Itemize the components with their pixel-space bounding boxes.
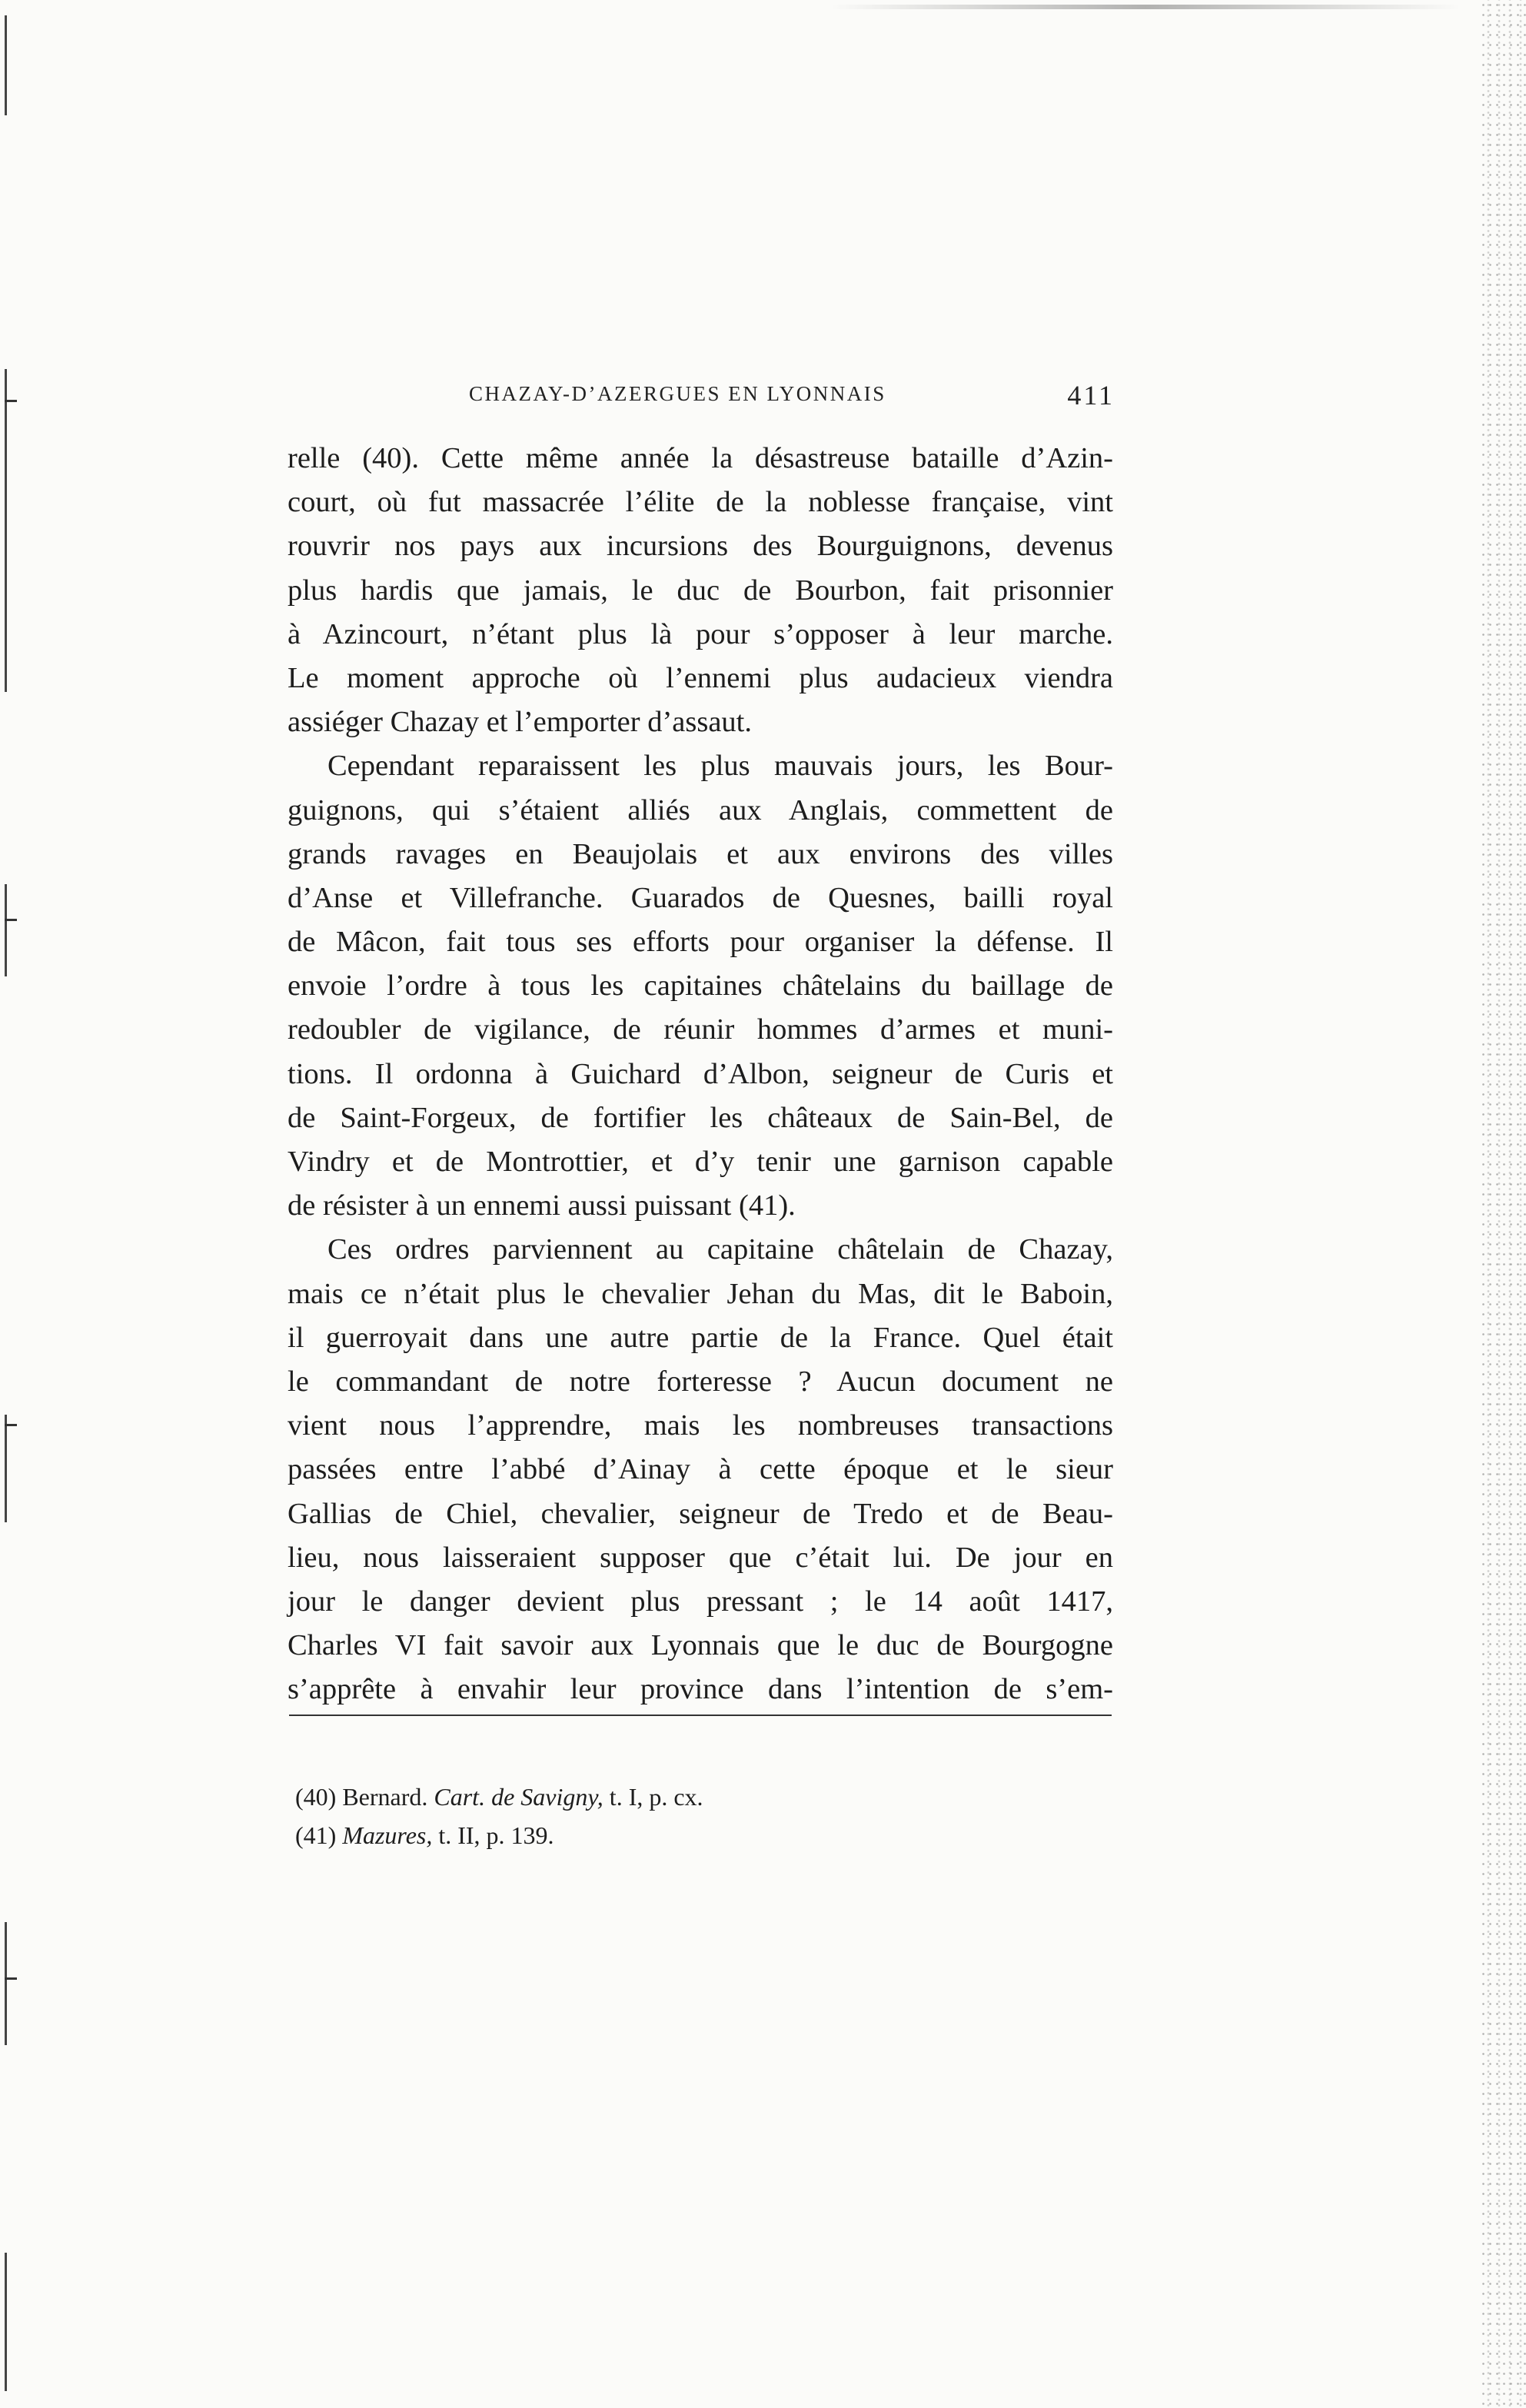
text-line: Gallias de Chiel, chevalier, seigneur de Tredo et de Beau- (288, 1497, 1113, 1530)
running-title: CHAZAY-D’AZERGUES EN LYONNAIS (469, 382, 886, 405)
scan-edge-mark (5, 1922, 7, 2045)
text-line: Charles VI fait savoir aux Lyonnais que le duc de Bourgogne (288, 1629, 1113, 1662)
text-line: s’apprête à envahir leur province dans l’intention de s’em- (288, 1673, 1113, 1706)
scan-edge-mark (5, 369, 7, 692)
text-line: relle (40). Cette même année la désastreuse bataille d’Azin- (288, 442, 1113, 474)
footnote-41 (295, 1816, 1110, 1854)
scan-edge-mark (5, 919, 17, 921)
text-line: jour le danger devient plus pressant ; le 14 août 1417, (288, 1585, 1113, 1618)
footnote-title: Cart. de Savigny, (434, 1783, 603, 1811)
text-line: passées entre l’abbé d’Ainay à cette époque et le sieur (288, 1453, 1113, 1486)
text-line: il guerroyait dans une autre partie de la France. Quel était (288, 1321, 1113, 1354)
text-line: envoie l’ordre à tous les capitaines châtelains du baillage de (288, 970, 1113, 1003)
text-line: guignons, qui s’étaient alliés aux Anglais, commettent de (288, 793, 1113, 827)
scan-noise-edge (1480, 0, 1526, 2408)
footnote-number: (41) (295, 1821, 337, 1849)
text-line: Vindry et de Montrottier, et d’y tenir une garnison capable (288, 1146, 1113, 1178)
text-line: de Mâcon, fait tous ses efforts pour organiser la défense. Il (288, 926, 1113, 959)
text-line: de résister à un ennemi aussi puissant (41). (288, 1189, 796, 1222)
footnote-title: Mazures, (342, 1821, 433, 1849)
scan-edge-mark (5, 2253, 7, 2391)
footnote-40 (295, 1778, 1110, 1816)
text-line: grands ravages en Beaujolais et aux environs des villes (288, 837, 1113, 870)
text-line: de Saint-Forgeux, de fortifier les châteaux de Sain-Bel, de (288, 1101, 1113, 1134)
footnotes (295, 1778, 1110, 1854)
footnote-ref: t. I, p. cx. (609, 1783, 703, 1811)
running-header (291, 382, 1115, 413)
scan-edge-mark (5, 884, 7, 976)
footnote-rule (289, 1715, 1112, 1716)
text-line: court, où fut massacrée l’élite de la noblesse française, vint (288, 486, 1113, 519)
text-line: assiéger Chazay et l’emporter d’assaut. (288, 706, 752, 739)
scan-edge-mark (5, 1424, 17, 1426)
text-line: Cependant reparaissent les plus mauvais jours, les Bour- (327, 750, 1113, 783)
text-line: vient nous l’apprendre, mais les nombreuses transactions (288, 1409, 1113, 1442)
text-line: tions. Il ordonna à Guichard d’Albon, seigneur de Curis et (288, 1057, 1113, 1090)
text-line: le commandant de notre forteresse ? Aucun document ne (288, 1365, 1113, 1398)
text-line: rouvrir nos pays aux incursions des Bourguignons, devenus (288, 530, 1113, 563)
footnote-number: (40) (295, 1783, 337, 1811)
text-line: d’Anse et Villefranche. Guarados de Quesnes, bailli royal (288, 881, 1113, 914)
scan-edge-mark (5, 15, 7, 115)
text-line: plus hardis que jamais, le duc de Bourbon, fait prisonnier (288, 574, 1113, 607)
scan-edge-mark (5, 400, 17, 402)
text-line: lieu, nous laisseraient supposer que c’était lui. De jour en (288, 1541, 1113, 1574)
scan-smudge (830, 5, 1461, 9)
footnote-ref: t. II, p. 139. (438, 1821, 554, 1849)
scan-edge-mark (5, 1977, 17, 1980)
text-line: Ces ordres parviennent au capitaine châtelain de Chazay, (327, 1233, 1113, 1266)
text-line: à Azincourt, n’étant plus là pour s’opposer à leur marche. (288, 617, 1113, 650)
page-number: 411 (1067, 380, 1115, 411)
scan-edge-mark (5, 1415, 7, 1522)
text-line: mais ce n’était plus le chevalier Jehan du Mas, dit le Baboin, (288, 1277, 1113, 1310)
text-line: redoubler de vigilance, de réunir hommes d’armes et muni- (288, 1013, 1113, 1046)
text-line: Le moment approche où l’ennemi plus audacieux viendra (288, 661, 1113, 694)
body-text (288, 437, 1113, 1711)
footnote-author: Bernard. (342, 1783, 428, 1811)
